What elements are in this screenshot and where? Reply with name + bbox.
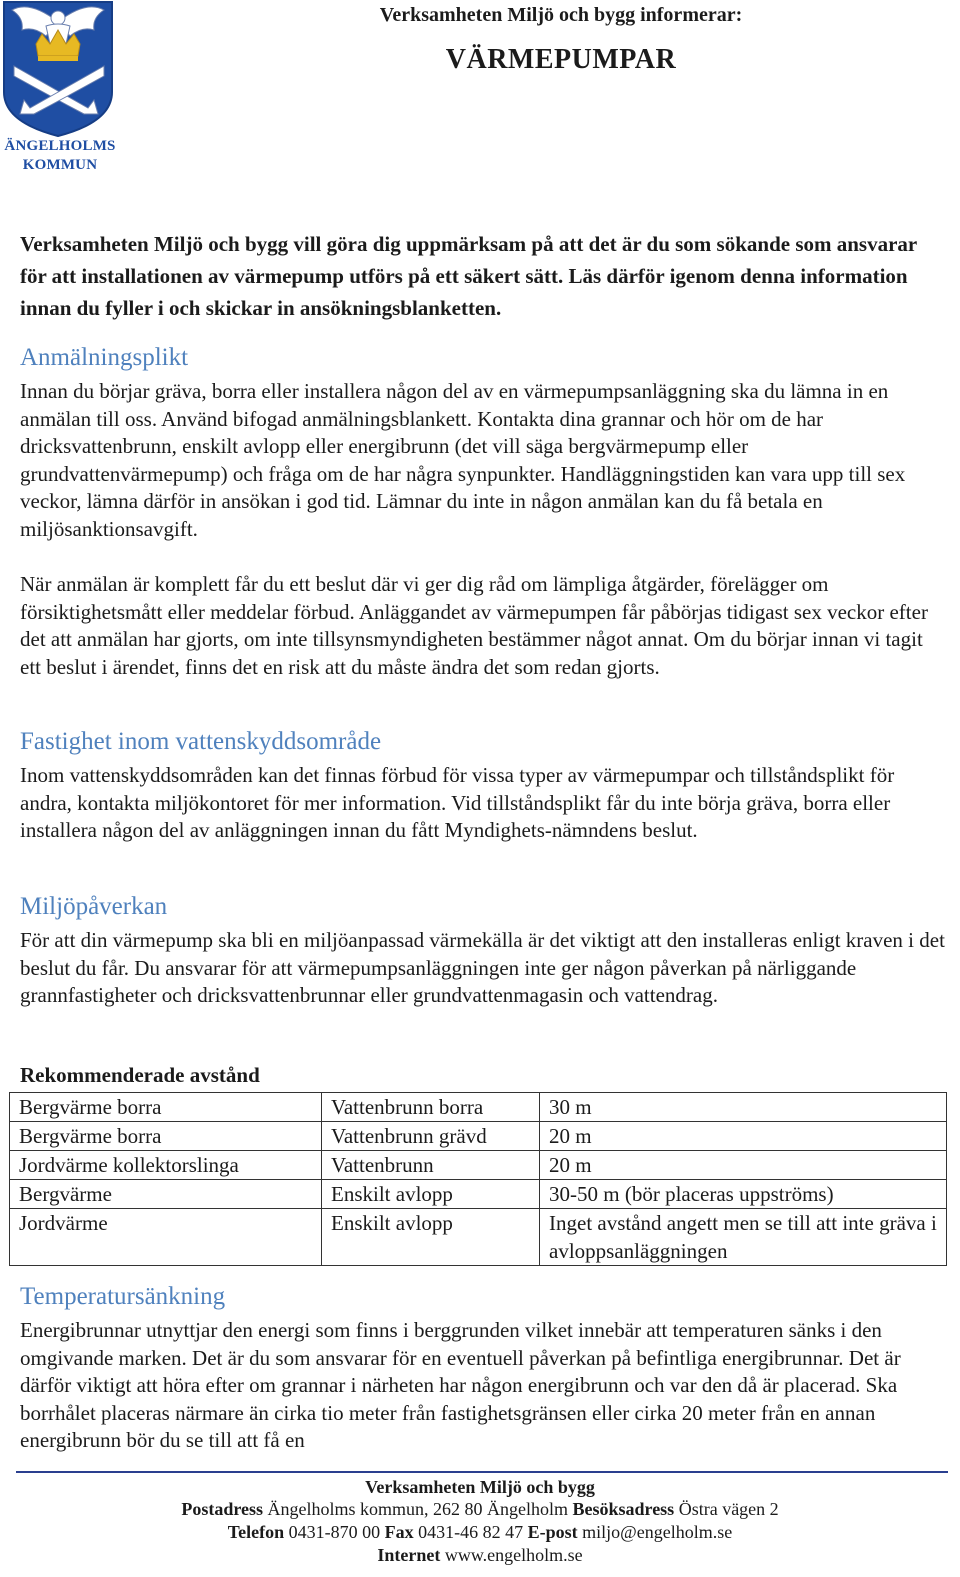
paragraph-temperatursankning: Energibrunnar utnyttjar den energi som finns i berggrunden vilket innebär att temperaturen sänks i den omgivande marken. Det är du som ansvarar för en eventuell påverkan på befintliga energibrunnar. Det är därför viktigt att höra efter om grannar i närheten har någon energibrunn och var den då är placerad. Ska borrhålet placeras närmare än cirka tio meter från fastighetsgränsen eller cirka 20 meter från en annan energibrunn bör du se till att få en xyxy=(20,1318,901,1452)
table-cell: Vattenbrunn borra xyxy=(322,1093,540,1122)
footer-divider xyxy=(16,1471,948,1473)
footer-internet-label: Internet xyxy=(377,1545,441,1565)
footer-epost-label: E-post xyxy=(527,1522,578,1542)
footer-telefon: 0431-870 00 xyxy=(288,1522,381,1542)
footer-fax-label: Fax xyxy=(384,1522,414,1542)
table-cell: Enskilt avlopp xyxy=(322,1209,540,1266)
table-cell: Bergvärme borra xyxy=(10,1093,322,1122)
heading-vattenskyddsomrade: Fastighet inom vattenskyddsområde xyxy=(20,728,382,755)
footer-org-name: Verksamheten Miljö och bygg xyxy=(365,1477,595,1497)
table-cell: Vattenbrunn grävd xyxy=(322,1122,540,1151)
paragraph-anmalningsplikt-1: Innan du börjar gräva, borra eller installera någon del av en värmepumpsanläggning ska du lämna in en anmälan till oss. Använd bifogad anmälningsblankett. Kontakta dina grannar och hör om de har dricksvattenbrunn, enskilt avlopp eller energibrunn (det vill säga bergvärmepump eller grundvattenvärmepump) och fråga om de har några synpunkter. Handläggningstiden kan vara upp till sex veckor, lämna därför in ansökan i god tid. Lämnar du inte in någon anmälan kan du få betala en miljösanktionsavgift. xyxy=(20,379,906,541)
table-title: Rekommenderade avstånd xyxy=(20,1063,260,1087)
footer-internet-line xyxy=(0,1544,960,1567)
distance-table xyxy=(9,1092,947,1266)
intro-paragraph: Verksamheten Miljö och bygg vill göra dig uppmärksam på att det är du som sökande som ansvarar för att installationen av värmepump utförs på ett säkert sätt. Läs därför igenom denna information innan du fyller i och skickar in ansökningsblanketten. xyxy=(20,232,917,320)
footer-internet-link[interactable]: www.engelholm.se xyxy=(444,1545,583,1565)
table-cell: 30-50 m (bör placeras uppströms) xyxy=(540,1180,947,1209)
page-title: VÄRMEPUMPAR xyxy=(445,44,677,75)
footer-address-line xyxy=(0,1498,960,1521)
footer-besok: Östra vägen 2 xyxy=(678,1499,779,1519)
table-cell: Jordvärme xyxy=(10,1209,322,1266)
table-cell: Enskilt avlopp xyxy=(322,1180,540,1209)
coat-of-arms-icon xyxy=(0,0,125,140)
logo-name-line1: ÄNGELHOLMS xyxy=(4,138,116,154)
table-cell: 30 m xyxy=(540,1093,947,1122)
footer-postadress: Ängelholms kommun, 262 80 Ängelholm xyxy=(267,1499,568,1519)
footer-fax: 0431-46 82 47 xyxy=(418,1522,524,1542)
table-cell: Jordvärme kollektorslinga xyxy=(10,1151,322,1180)
paragraph-vattenskyddsomrade: Inom vattenskyddsområden kan det finnas förbud för vissa typer av värmepumpar och tillståndsplikt för andra, kontakta miljökontoret för mer information. Vid tillståndsplikt får du inte börja gräva, borra eller installera någon del av anläggningen innan du fått Myndighets-nämndens beslut. xyxy=(20,763,895,842)
paragraph-miljopaverkan: För att din värmepump ska bli en miljöanpassad värmekälla är det viktigt att den installeras enligt kraven i det beslut du får. Du ansvarar för att värmepumpsanläggningen inte ger någon påverkan på närliggande grannfastigheter och dricksvattenbrunnar eller grundvattenmagasin och vattendrag. xyxy=(20,928,945,1007)
footer-telefon-label: Telefon xyxy=(227,1522,285,1542)
municipality-logo xyxy=(0,0,125,180)
table-row xyxy=(10,1209,947,1266)
paragraph-anmalningsplikt-2: När anmälan är komplett får du ett beslut där vi ger dig råd om lämpliga åtgärder, förelägger om försiktighetsmått eller meddelar förbud. Anläggandet av värmepumpen får påbörjas tidigast sex veckor efter det att anmälan har gjorts, om inte tillsynsmyndigheten bestämmer något annat. Om du börjar innan vi tagit ett beslut i ärendet, finns det en risk att du måste ändra det som redan gjorts. xyxy=(20,572,928,679)
footer-epost-link[interactable]: miljo@engelholm.se xyxy=(582,1522,733,1542)
table-row xyxy=(10,1180,947,1209)
heading-miljopaverkan: Miljöpåverkan xyxy=(20,893,168,920)
footer-postadress-label: Postadress xyxy=(181,1499,263,1519)
table-row xyxy=(10,1122,947,1151)
table-cell: Bergvärme xyxy=(10,1180,322,1209)
table-cell: 20 m xyxy=(540,1151,947,1180)
footer-besok-label: Besöksadress xyxy=(572,1499,675,1519)
table-cell: Bergvärme borra xyxy=(10,1122,322,1151)
header-subtitle: Verksamheten Miljö och bygg informerar: xyxy=(379,4,743,26)
heading-anmalningsplikt: Anmälningsplikt xyxy=(20,344,189,371)
table-cell: 20 m xyxy=(540,1122,947,1151)
footer-contact-line xyxy=(0,1521,960,1544)
table-cell: Inget avstånd angett men se till att inte gräva i avloppsanläggningen xyxy=(540,1209,947,1266)
logo-name-line2: KOMMUN xyxy=(22,157,98,173)
heading-temperatursankning: Temperatursänkning xyxy=(20,1283,226,1310)
footer-org xyxy=(0,1476,960,1499)
table-row xyxy=(10,1093,947,1122)
table-cell: Vattenbrunn xyxy=(322,1151,540,1180)
table-row xyxy=(10,1151,947,1180)
